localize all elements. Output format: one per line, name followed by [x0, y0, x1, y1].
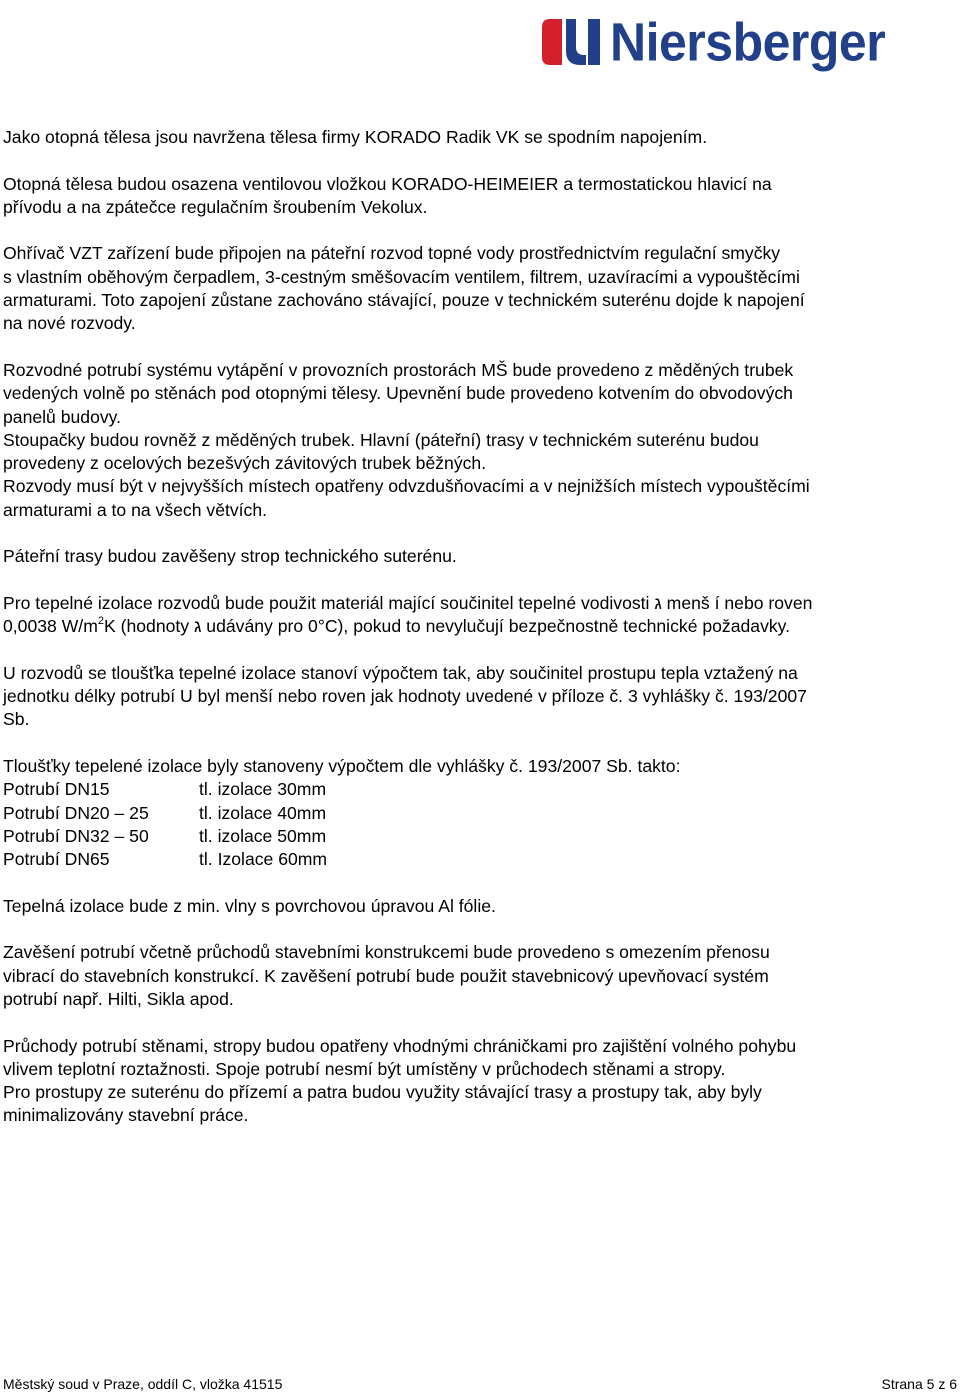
footer-registry: Městský soud v Praze, oddíl C, vložka 41515: [3, 1376, 283, 1392]
text-line: potrubí např. Hilti, Sikla apod.: [3, 988, 234, 1009]
pipe-size: Potrubí DN65: [3, 849, 110, 870]
insulation-thickness: tl. Izolace 60mm: [199, 849, 328, 870]
insulation-row: [3, 778, 955, 801]
insulation-thickness: tl. izolace 40mm: [199, 802, 327, 823]
text-line: Sb.: [3, 709, 30, 730]
paragraph-valves: [3, 173, 955, 220]
text-fragment: 0,0038 W/m: [3, 616, 98, 637]
insulation-thickness: tl. izolace 50mm: [199, 825, 327, 846]
pipe-size: Potrubí DN20 – 25: [3, 802, 149, 823]
pipe-size: Potrubí DN32 – 50: [3, 825, 149, 846]
text-line: Rozvodné potrubí systému vytápění v provozních prostorách MŠ bude provedeno z měděných trubek: [3, 359, 794, 380]
text-line: Otopná tělesa budou osazena ventilovou vložkou KORADO-HEIMEIER a termostatickou hlavicí na: [3, 173, 772, 194]
company-logo: [540, 10, 950, 74]
text-line: Zavěšení potrubí včetně průchodů stavebními konstrukcemi bude provedeno s omezením přenosu: [3, 942, 770, 963]
paragraph-hvac-heater: [3, 242, 955, 335]
text-line: s vlastním oběhovým čerpadlem, 3-cestným směšovacím ventilem, filtrem, uzavíracími a vypouštěcími: [3, 266, 800, 287]
paragraph-wall-penetrations: [3, 1035, 955, 1128]
text-line: Stoupačky budou rovněž z měděných trubek. Hlavní (páteřní) trasy v technickém suterénu budou: [3, 429, 759, 450]
text-line: Tepelná izolace bude z min. vlny s povrchovou úpravou Al fólie.: [3, 895, 496, 916]
page-footer: [3, 1376, 957, 1393]
text-line: Páteřní trasy budou zavěšeny strop technického suterénu.: [3, 546, 457, 567]
paragraph-thermal-insulation: [3, 592, 955, 639]
text-line: na nové rozvody.: [3, 313, 136, 334]
paragraph-backbone-routes: [3, 545, 955, 568]
text-line: [3, 615, 955, 638]
text-line: Ohřívač VZT zařízení bude připojen na páteřní rozvod topné vody prostřednictvím regulační smyčky: [3, 243, 781, 264]
insulation-row: [3, 802, 955, 825]
text-line: Pro tepelné izolace rozvodů bude použit materiál mající součinitel tepelné vodivosti ג menš í nebo roven: [3, 592, 813, 613]
text-line: vedených volně po stěnách pod otopnými tělesy. Upevnění bude provedeno kotvením do obvodových: [3, 383, 793, 404]
text-line: provedeny z ocelových bezešvých závitových trubek běžných.: [3, 453, 487, 474]
paragraph-distribution-piping: [3, 359, 955, 522]
paragraph-insulation-table: [3, 755, 955, 871]
superscript: 2: [97, 615, 104, 628]
text-line: armaturami a to na všech větvích.: [3, 499, 268, 520]
text-line: jednotku délky potrubí U byl menší nebo roven jak hodnoty uvedené v příloze č. 3 vyhlášky č. 193/2007: [3, 686, 807, 707]
text-line: Jako otopná tělesa jsou navržena tělesa firmy KORADO Radik VK se spodním napojením.: [3, 127, 708, 147]
paragraph-radiators: [3, 126, 955, 149]
pipe-size: Potrubí DN15: [3, 779, 110, 800]
paragraph-pipe-suspension: [3, 941, 955, 1011]
text-line: panelů budovy.: [3, 406, 122, 427]
text-line: vibrací do stavebních konstrukcí. K zavěšení potrubí bude použit stavebnicový upevňovací systém: [3, 965, 769, 986]
paragraph-insulation-thickness: [3, 662, 955, 732]
paragraph-insulation-material: [3, 895, 955, 918]
text-line: armaturami. Toto zapojení zůstane zachováno stávající, pouze v technickém suterénu dojde k napojení: [3, 290, 805, 311]
insulation-thickness: tl. izolace 30mm: [199, 779, 327, 800]
document-body: [3, 126, 955, 1128]
text-line: vlivem teplotní roztažnosti. Spoje potrubí nesmí být umístěny v průchodech stěnami a stropy.: [3, 1058, 726, 1079]
niersberger-logo-icon: [540, 17, 602, 67]
text-line: Pro prostupy ze suterénu do přízemí a patra budou využity stávající trasy a prostupy tak, aby byly: [3, 1082, 762, 1103]
text-line: Tloušťky tepelené izolace byly stanoveny výpočtem dle vyhlášky č. 193/2007 Sb. takto:: [3, 756, 681, 777]
text-line: U rozvodů se tloušťka tepelné izolace stanoví výpočtem tak, aby součinitel prostupu tepla vztažený na: [3, 662, 798, 683]
text-line: minimalizovány stavební práce.: [3, 1105, 249, 1126]
text-line: Průchody potrubí stěnami, stropy budou opatřeny vhodnými chráničkami pro zajištění volného pohybu: [3, 1035, 797, 1056]
text-fragment: K (hodnoty ג udávány pro 0°C), pokud to nevylučují bezpečnostně technické požadavky.: [103, 616, 791, 637]
page-number: Strana 5 z 6: [881, 1376, 957, 1392]
brand-name: Niersberger: [610, 11, 886, 73]
text-line: Rozvody musí být v nejvyšších místech opatřeny odvzdušňovacími a v nejnižších místech vypouštěcími: [3, 476, 810, 497]
text-line: přívodu a na zpátečce regulačním šroubením Vekolux.: [3, 196, 428, 217]
insulation-row: [3, 848, 955, 871]
insulation-row: [3, 825, 955, 848]
